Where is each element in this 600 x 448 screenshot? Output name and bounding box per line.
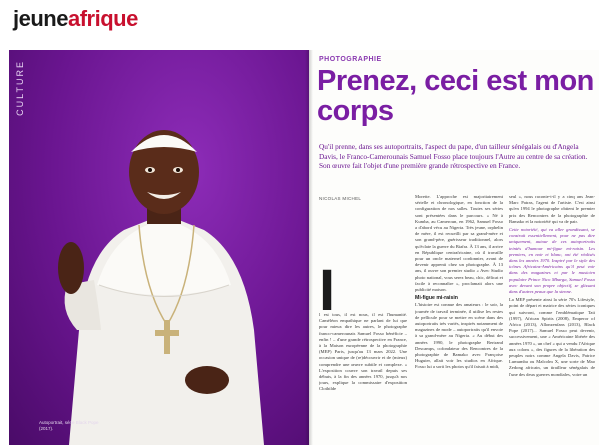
- column-2-subhead: Mi-figue mi-raisin: [415, 295, 458, 302]
- article-page: [309, 50, 599, 445]
- column-2-intro: Morette. L'approche est majoritairement sérielle et chronologique, en fonction de la configuration de nos salles. Toutes ses séries sont présentées dans le parcours. » Né à Kumba, au Cameroun, en 1962, Samuel Fosso a d'abord vécu au Nigeria. Très jeune, orphelin de mère, il est recueilli par sa grand-mère et son grand-père, guérisseur traditionnel, alors qu'éclate la guerre du Biafra. À 13 ans, il arrive en République centrafricaine, où il travaille pour un oncle maternel cordonnier, avant de devenir apprenti chez un photographe. À 13 ans, il ouvre son premier studio « Avec Studio photo national, vous serez beau, chic, délicat et facile à reconnaître », proclamait alors une publicité maison.: [415, 194, 503, 293]
- photo-caption: Autoportrait, série Black Pope (2017).: [39, 420, 99, 431]
- article-byline: NICOLAS MICHEL: [319, 196, 362, 201]
- brand-logo-part2: afrique: [67, 6, 138, 31]
- article-headline: Prenez, ceci est mon corps: [317, 65, 594, 127]
- magazine-spread: [9, 50, 599, 445]
- pope-portrait-photo: [39, 80, 289, 445]
- photo-page: [9, 50, 309, 445]
- page-gutter: [305, 50, 313, 445]
- drop-cap: I: [319, 258, 336, 323]
- brand-logo[interactable]: [13, 5, 138, 33]
- column-3-more: La MEP présente ainsi la série 70's Lifestyle, point de départ et matrice des séries iconiques qui suivront, comme l'emblématique Tati (1997), African Spirits (2008), Emperor of Africa (2013), Allonzenfans (2013), Black Pope (2017)... Samuel Fosso peut devenir, successivement, une « Américaine libérée des années 1970 », un chef « qui a vendu l'Afrique aux colons », des figures de la libération des peuples noirs comme Angela Davis, Patrice Lumumba ou Malcolm X, une sorte de Mao Zedong africain, un tirailleur sénégalais de l'une des deux guerres mondiales, voire un: [509, 297, 595, 377]
- article-dek: Qu'il prenne, dans ses autoportraits, l'aspect du pape, d'un tailleur sénégalais ou d'Angela Davis, le Franco-Camerounais Samuel Fosso place toujours l'Autre au centre de sa création. Son œuvre fait l'objet d'une première grande rétrospective en France.: [319, 142, 588, 171]
- column-3-text: seul », nous raconte-t-il y a cinq ans Jean-Marc Patras, l'agent de l'artiste. C'est ainsi qu'en 1994 le photographe obtient le premier prix des Rencontres de la photographie de Bamako et la notoriété qui va de pair.: [509, 194, 595, 224]
- column-2-text: L'histoire est connue des amateurs : le soir, la journée de travail terminée, il utilise les restes de pellicule pour se mettre en scène dans des autoportraits très variés, inspirés notamment de magazines de mode – autoportraits qu'il envoie à sa grand-mère au Nigeria. « Au début des années 1990, le photographe Bertrand Descamps, cofondateur des Rencontres de la photographie de Bamako avec Françoise Huguier, allait voir les studios en Afrique. Fosso lui a sorti les photos qu'il faisait à midi,: [415, 302, 503, 370]
- article-column-2: [415, 194, 503, 444]
- brand-logo-part1: jeune: [13, 6, 68, 31]
- article-rubric: PHOTOGRAPHIE: [319, 56, 382, 63]
- column-3-accent: Cette notoriété, qui va aller grandissant, se construit essentiellement, pour ne pas dire uniquement, autour de ces autoportraits teintés d'humour mi-figue mi-raisin. Les premiers, en noir et blanc, ont été réalisés dans les années 1970. Inspiré par le style des icônes Africains-Américains qu'il peut voir dans des magazines et par le musicien populaire Prince Nico Mbarga, Samuel Fosso avec devant son propre objectif, se glissant dans d'autres peaux que la sienne.: [509, 227, 595, 295]
- column-1-text: l est tous, il est nous, il est l'humanité. Caméléon empathique ne parlant de lui que pour mieux dire les autres, le photographe franco-camerounais Samuel Fosso bénéficie – enfin ! – d'une grande rétrospective en France, à la Maison européenne de la photographie (MEP) Paris, jusqu'au 13 mars 2022. Une occasion unique de (re)découvrir et de (mieux) comprendre une œuvre subtile et complexe. « L'exposition couvre son travail depuis ses débuts, à la fin des années 1970, jusqu'à nos jours, explique la commissaire d'exposition Clothilde: [319, 312, 407, 392]
- article-column-1: [319, 312, 407, 444]
- article-column-3: [509, 194, 595, 444]
- section-label: CULTURE: [15, 60, 25, 116]
